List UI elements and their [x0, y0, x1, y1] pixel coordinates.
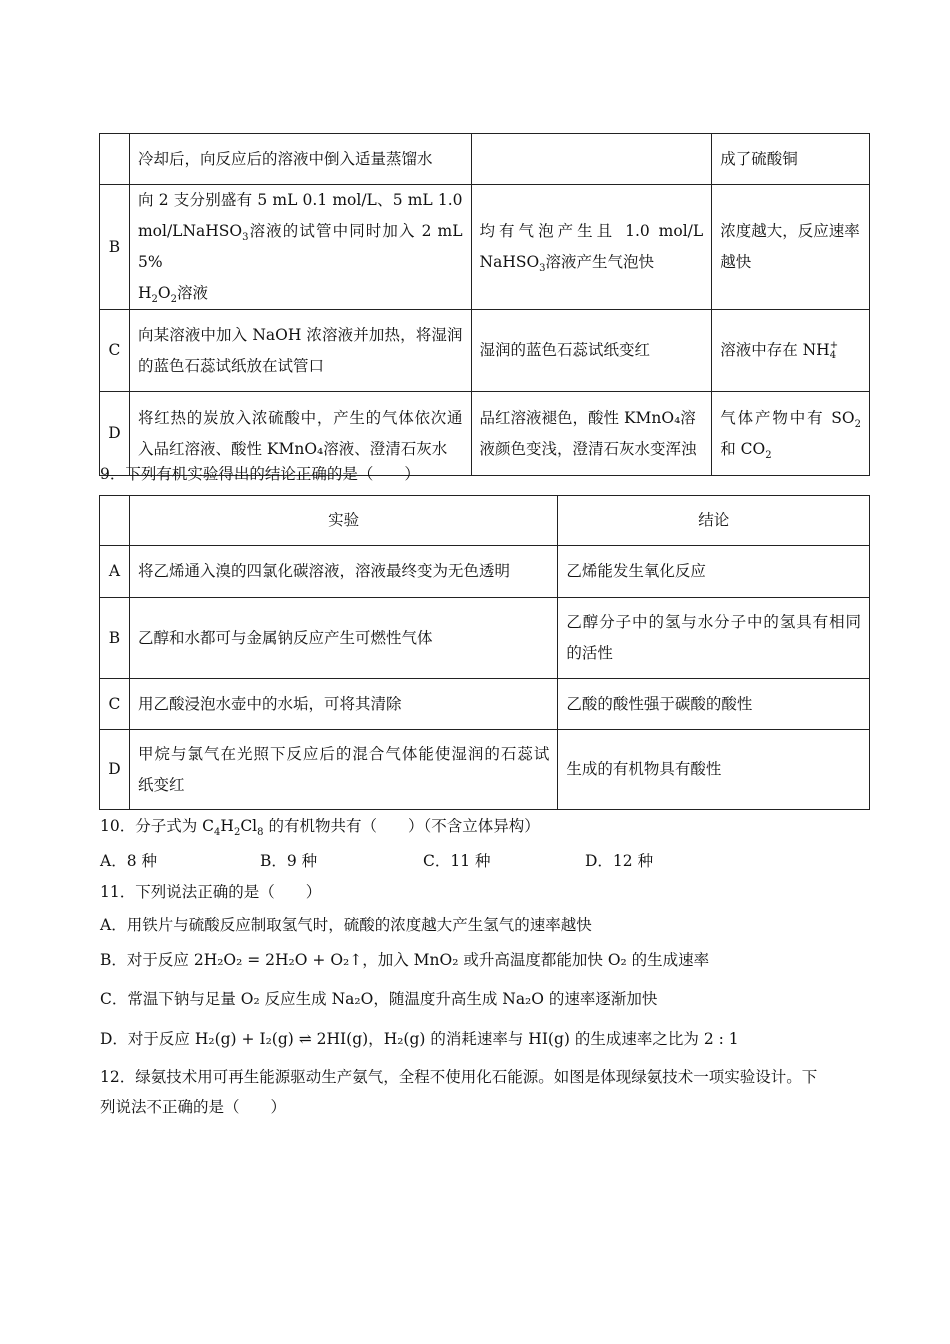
ratio: 2 : 1	[703, 1030, 739, 1048]
subscript: 4	[214, 827, 221, 839]
subscript: 3	[539, 263, 546, 275]
phenomenon-cell	[471, 392, 712, 476]
row-label: B	[100, 185, 130, 310]
text-line: 的蓝色石蕊试纸放在试管口	[137, 356, 324, 375]
option-d[interactable]	[100, 1027, 739, 1051]
experiment-cell: 冷却后，向反应后的溶液中倒入适量蒸馏水	[129, 134, 471, 185]
text-line: 入品红溶液、酸性 KMnO₄溶液、澄清石灰水	[137, 439, 448, 458]
row-label: D	[100, 392, 130, 476]
experiment-cell: 将乙烯通入溴的四氯化碳溶液，溶液最终变为无色透明	[129, 546, 557, 598]
experiment-cell: 乙醇和水都可与金属钠反应产生可燃性气体	[129, 598, 557, 679]
table-row	[100, 679, 870, 730]
subscript: 3	[242, 232, 249, 244]
formula: H₂(g)	[383, 1030, 426, 1048]
text-line: 向某溶液中加入 NaOH 浓溶液并加热，将湿润	[137, 325, 463, 344]
text-line	[720, 403, 861, 434]
formula: O₂	[607, 951, 627, 969]
experiment-cell	[129, 310, 471, 392]
row-label: C	[100, 310, 130, 392]
table-row	[100, 185, 870, 310]
text-line: 向 2 支分别盛有 5 mL 0.1 mol/L、5 mL 1.0	[137, 191, 463, 209]
text: ，随温度升高生成	[373, 990, 503, 1008]
text-line: 均有气泡产生且 1.0 mol/L	[479, 222, 704, 240]
experiment-cell: 用乙酸浸泡水壶中的水垢，可将其清除	[129, 679, 557, 730]
option-d[interactable]: D．12 种	[585, 852, 654, 870]
equation: 2H₂O₂ = 2H₂O + O₂↑	[193, 951, 363, 969]
table-header-row	[100, 496, 870, 546]
option-b[interactable]: B．9 种	[260, 852, 318, 870]
option-b[interactable]	[100, 948, 709, 972]
row-label: B	[100, 598, 130, 679]
question-10-stem	[100, 814, 540, 838]
text-line: 浓度越大，反应速率	[720, 222, 860, 240]
phenomenon-cell	[471, 134, 712, 185]
superscript: +	[829, 340, 839, 351]
conclusion-cell: 乙烯能发生氧化反应	[558, 546, 870, 598]
text: 溶液产生气泡快	[545, 253, 655, 271]
table-row	[100, 598, 870, 679]
element: C	[202, 817, 215, 835]
text: B．对于反应	[100, 951, 194, 969]
text: 或升高温度都能加快	[458, 951, 608, 969]
experiment-cell	[129, 730, 557, 810]
text: 溶液	[176, 284, 208, 302]
text: C．常温下钠与足量	[100, 990, 241, 1008]
text-line: 乙醇分子中的氢与水分子中的氢具有相同	[566, 613, 861, 631]
formula: Na₂O	[331, 990, 374, 1008]
table-row	[100, 134, 870, 185]
text: 溶液中存在 NH	[720, 341, 830, 359]
subscript: 2	[233, 827, 241, 839]
column-header: 结论	[558, 496, 870, 546]
text: 和 CO	[720, 439, 766, 458]
row-label	[100, 496, 130, 546]
table-row	[100, 730, 870, 810]
text: ，	[368, 1030, 384, 1048]
phenomenon-cell	[471, 185, 712, 310]
row-label	[100, 134, 130, 185]
conclusion-cell: 成了硫酸铜	[712, 134, 870, 185]
experiment-table-2	[99, 495, 870, 810]
conclusion-cell: 生成的有机物具有酸性	[558, 730, 870, 810]
text-line: 品红溶液褪色，酸性 KMnO₄溶	[479, 408, 696, 427]
text: 的生成速率之比为	[569, 1030, 704, 1048]
text: H	[137, 284, 152, 302]
text: 的生成速率	[626, 951, 710, 969]
conclusion-cell: 乙酸的酸性强于碳酸的酸性	[558, 679, 870, 730]
text: mol/LNaHSO	[137, 222, 243, 240]
question-11-stem: 11．下列说法正确的是（ ）	[100, 883, 322, 901]
text: 的有机物共有（ ）（不含立体异构）	[263, 817, 540, 835]
option-a[interactable]: A．8 种	[100, 852, 157, 870]
conclusion-cell	[712, 185, 870, 310]
experiment-table-1	[99, 133, 870, 476]
equation: H₂(g) + I₂(g) ⇌ 2HI(g)	[194, 1030, 369, 1048]
text-line	[480, 247, 704, 278]
option-c[interactable]: C．11 种	[423, 852, 491, 870]
text: 溶液的试管中同时加入 2 mL 5%	[137, 222, 463, 271]
subscript: 4	[829, 350, 837, 361]
table-row	[100, 310, 870, 392]
subscript: 2	[151, 294, 158, 306]
text-line: 液颜色变浅，澄清石灰水变浑浊	[479, 439, 697, 458]
text-line: 纸变红	[137, 775, 185, 794]
molecular-formula	[202, 817, 264, 839]
subscript: 8	[257, 827, 264, 839]
text-line: 甲烷与氯气在光照下反应后的混合气体能使湿润的石蕊试	[137, 744, 550, 763]
conclusion-cell	[558, 598, 870, 679]
element: H	[220, 817, 234, 835]
option-a[interactable]: A．用铁片与硫酸反应制取氢气时，硫酸的浓度越大产生氢气的速率越快	[100, 916, 592, 934]
subscript: 2	[170, 294, 177, 306]
conclusion-cell	[712, 392, 870, 476]
formula: O₂	[240, 990, 260, 1008]
text: O	[157, 284, 171, 302]
text: 反应生成	[259, 990, 332, 1008]
text: 气体产物中有 SO	[720, 408, 855, 427]
text-line	[138, 278, 463, 309]
formula: Na₂O	[502, 990, 544, 1008]
row-label: C	[100, 679, 130, 730]
column-header: 实验	[129, 496, 557, 546]
question-12-stem-line1: 12．绿氨技术用可再生能源驱动生产氨气，全程不使用化石能源。如图是体现绿氨技术一项实验设计。下	[100, 1068, 818, 1086]
text: 的速率逐渐加快	[543, 990, 658, 1008]
text: 10．分子式为	[100, 817, 203, 835]
text: NaHSO	[479, 253, 540, 271]
row-label: A	[100, 546, 130, 598]
row-label: D	[100, 730, 130, 810]
text-line: 将红热的炭放入浓硫酸中，产生的气体依次通	[137, 408, 463, 427]
formula: MnO₂	[413, 951, 459, 969]
text: ，加入	[362, 951, 414, 969]
formula: HI(g)	[528, 1030, 570, 1048]
text-line: 的活性	[566, 644, 613, 662]
phenomenon-cell: 湿润的蓝色石蕊试纸变红	[471, 310, 712, 392]
text-line: 越快	[720, 253, 752, 271]
experiment-cell	[129, 185, 471, 310]
subscript: 2	[765, 449, 772, 461]
subscript: 2	[854, 418, 861, 430]
element: Cl	[240, 817, 258, 835]
option-c[interactable]	[100, 987, 657, 1011]
text-line	[720, 434, 861, 465]
table-row	[100, 546, 870, 598]
text: 的消耗速率与	[425, 1030, 529, 1048]
text-line	[138, 216, 463, 278]
question-12-stem-line2: 列说法不正确的是（ ）	[100, 1098, 287, 1116]
conclusion-cell	[712, 310, 870, 392]
question-9-stem: 9．下列有机实验得出的结论正确的是（ ）	[100, 465, 420, 483]
text: D．对于反应	[100, 1030, 195, 1048]
